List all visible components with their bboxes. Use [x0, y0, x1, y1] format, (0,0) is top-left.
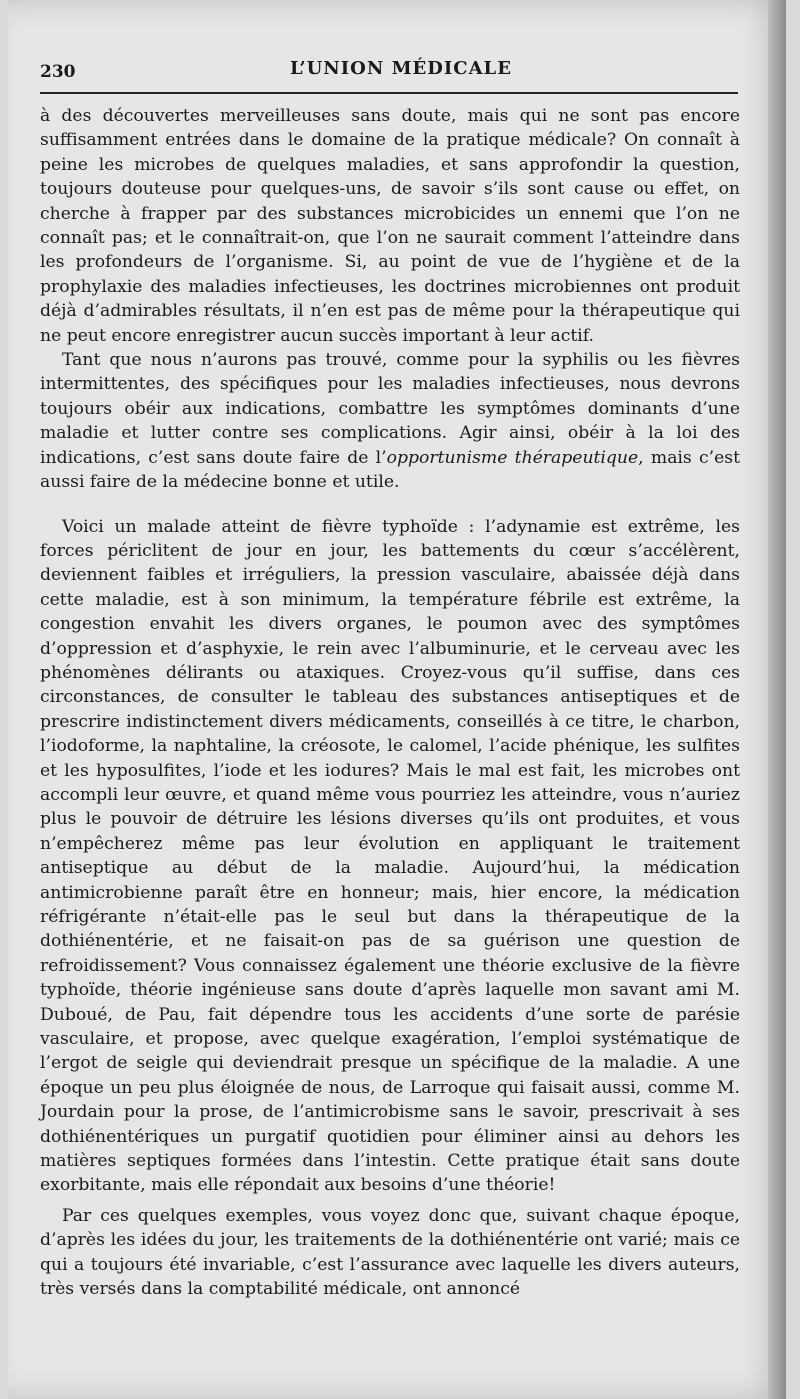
- body-text: [40, 104, 740, 1302]
- paragraph-2-text-before: Tant que nous n’aurons pas trouvé, comme pour la syphilis ou les fièvres intermittentes, des spécifiques pour les maladies infectieuses, nous devrons toujours obéir aux indications, combattre les symptômes dominants d’une maladie et lutter contre ses complications. Agir ainsi, obéir à la loi des indications, c’est sans doute faire de l’: [40, 350, 740, 468]
- paragraph-2-text-after: , mais c’est aussi faire de la médecine bonne et utile.: [40, 447, 740, 493]
- header-rule: [40, 92, 738, 94]
- running-title: L’UNION MÉDICALE: [290, 58, 512, 79]
- book-page: [8, 0, 786, 1399]
- paragraph-4: Par ces quelques exemples, vous voyez donc que, suivant chaque époque, d’après les idées du jour, les traitements de la dothiénentérie ont varié; mais ce qui a toujours été invariable, c’est l’assurance avec laquelle les divers auteurs, très versés dans la comptabilité médicale, ont annoncé: [40, 1205, 740, 1300]
- page-header: [40, 58, 738, 88]
- page-edge-shadow: [768, 0, 786, 1399]
- paragraph-2: [40, 348, 740, 494]
- paragraph-2-italic: opportunisme thérapeutique: [386, 447, 639, 468]
- paragraph-1: à des découvertes merveilleuses sans doute, mais qui ne sont pas encore suffisamment entrées dans le domaine de la pratique médicale? On connaît à peine les microbes de quelques maladies, et sans approfondir la question, toujours douteuse pour quelques-uns, de savoir s’ils sont cause ou effet, on cherche à frapper par des substances microbicides un ennemi que l’on ne connaît pas; et le connaîtrait-on, que l’on ne saurait comment l’atteindre dans les profondeurs de l’organisme. Si, au point de vue de l’hygiène et de la prophylaxie des maladies infectieuses, les doctrines microbiennes ont produit déjà d’admirables résultats, il n’en est pas de même pour la thérapeutique qui ne peut encore enregistrer aucun succès important à leur actif.: [40, 106, 740, 346]
- paragraph-3: Voici un malade atteint de fièvre typhoïde : l’adynamie est extrême, les forces périclitent de jour en jour, les battements du cœur s’accélèrent, deviennent faibles et irréguliers, la pression vasculaire, abaissée déjà dans cette maladie, est à son minimum, la température fébrile est extrême, la congestion envahit les divers organes, le poumon avec des symptômes d’oppression et d’asphyxie, le rein avec l’albuminurie, et le cerveau avec les phénomènes délirants ou ataxiques. Croyez-vous qu’il suffise, dans ces circonstances, de consulter le tableau des substances antiseptiques et de prescrire indistinctement divers médicaments, conseillés à ce titre, le charbon, l’iodoforme, la naphtaline, la créosote, le calomel, l’acide phénique, les sulfites et les hyposulfites, l’iode et les iodures? Mais le mal est fait, les microbes ont accompli leur œuvre, et quand même vous pourriez les atteindre, vous n’auriez plus le pouvoir de détruire les lésions diverses qu’ils ont produites, et vous n’empêcherez même pas leur évolution en appliquant le traitement antiseptique au début de la maladie. Aujourd’hui, la médication antimicrobienne paraît être en honneur; mais, hier encore, la médication réfrigérante n’était-elle pas le seul but dans la thérapeutique de la dothiénentérie, et ne faisait-on pas de sa guérison une question de refroidissement? Vous connaissez également une théorie exclusive de la fièvre typhoïde, théorie ingénieuse sans doute d’après laquelle mon savant ami M. Duboué, de Pau, fait dépendre tous les accidents d’une sorte de parésie vasculaire, et propose, avec quelque exagération, l’emploi systématique de l’ergot de seigle qui deviendrait presque un spécifique de la maladie. A une époque un peu plus éloignée de nous, de Larroque qui faisait aussi, comme M. Jourdain pour la prose, de l’antimicrobisme sans le savoir, prescrivait à ses dothiénentériques un purgatif quotidien pour éliminer ainsi au dehors les matières septiques formées dans l’intestin. Cette pratique était sans doute exorbitante, mais elle répondait aux besoins d’une théorie!: [40, 516, 740, 1196]
- page-number: 230: [40, 62, 76, 82]
